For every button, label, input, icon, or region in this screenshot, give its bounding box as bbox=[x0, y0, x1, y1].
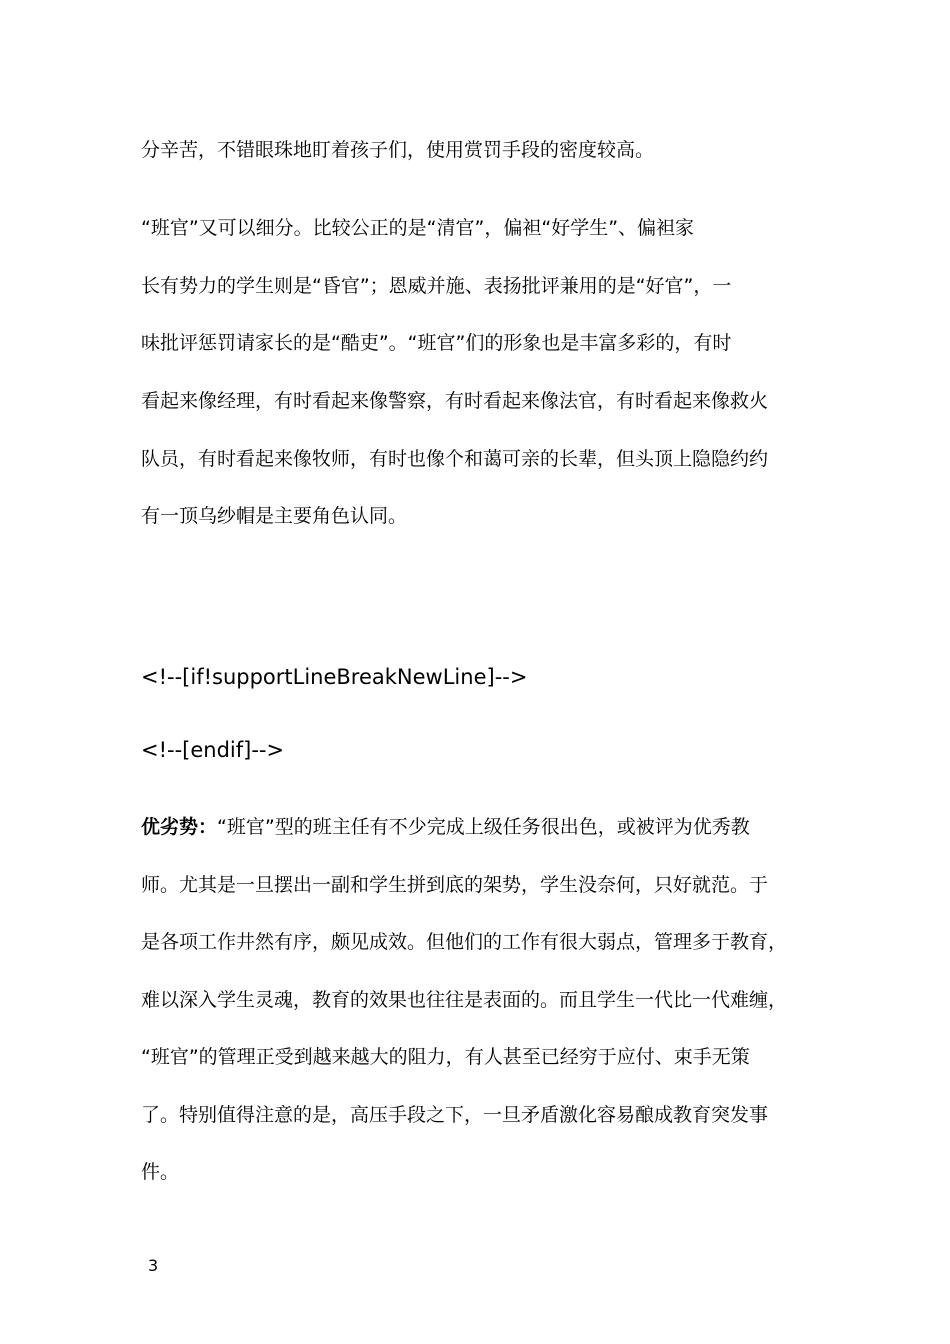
paragraph-3-line-5: “班官”的管理正受到越来越大的阻力，有人甚至已经穷于应付、束手无策 bbox=[141, 1046, 750, 1068]
paragraph-2-line-3: 味批评惩罚请家长的是“酷吏”。“班官”们的形象也是丰富多彩的，有时 bbox=[141, 332, 732, 354]
pros-cons-label: 优劣势： bbox=[141, 816, 218, 838]
paragraph-2-line-2: 长有势力的学生则是“昏官”；恩威并施、表扬批评兼用的是“好官”，一 bbox=[141, 275, 732, 297]
paragraph-2-line-6: 有一顶乌纱帽是主要角色认同。 bbox=[141, 505, 408, 527]
paragraph-3-line-4: 难以深入学生灵魂，教育的效果也往往是表面的。而且学生一代比一代难缠， bbox=[141, 989, 788, 1011]
paragraph-1-line-1: 分辛苦，不错眼珠地盯着孩子们，使用赏罚手段的密度较高。 bbox=[141, 139, 655, 161]
conditional-comment-end: <!--[endif]--> bbox=[141, 738, 285, 762]
paragraph-3-line-6: 了。特别值得注意的是，高压手段之下，一旦矛盾激化容易酿成教育突发事 bbox=[141, 1104, 769, 1126]
paragraph-3-line-1-text: “班官”型的班主任有不少完成上级任务很出色，或被评为优秀教 bbox=[217, 816, 750, 838]
paragraph-3-line-1 bbox=[141, 815, 750, 839]
paragraph-3-line-2: 师。尤其是一旦摆出一副和学生拼到底的架势，学生没奈何，只好就范。于 bbox=[141, 874, 769, 896]
conditional-comment-start: <!--[if!supportLineBreakNewLine]--> bbox=[141, 665, 528, 689]
paragraph-2-line-5: 队员，有时看起来像牧师，有时也像个和蔼可亲的长辈，但头顶上隐隐约约 bbox=[141, 448, 769, 470]
paragraph-3-line-7: 件。 bbox=[141, 1161, 180, 1183]
paragraph-3-line-3: 是各项工作井然有序，颇见成效。但他们的工作有很大弱点，管理多于教育， bbox=[141, 931, 788, 953]
paragraph-2-line-4: 看起来像经理，有时看起来像警察，有时看起来像法官，有时看起来像救火 bbox=[141, 390, 769, 412]
page-number: 3 bbox=[148, 1256, 159, 1275]
paragraph-2-line-1: “班官”又可以细分。比较公正的是“清官”，偏袒“好学生”、偏袒家 bbox=[141, 217, 695, 239]
